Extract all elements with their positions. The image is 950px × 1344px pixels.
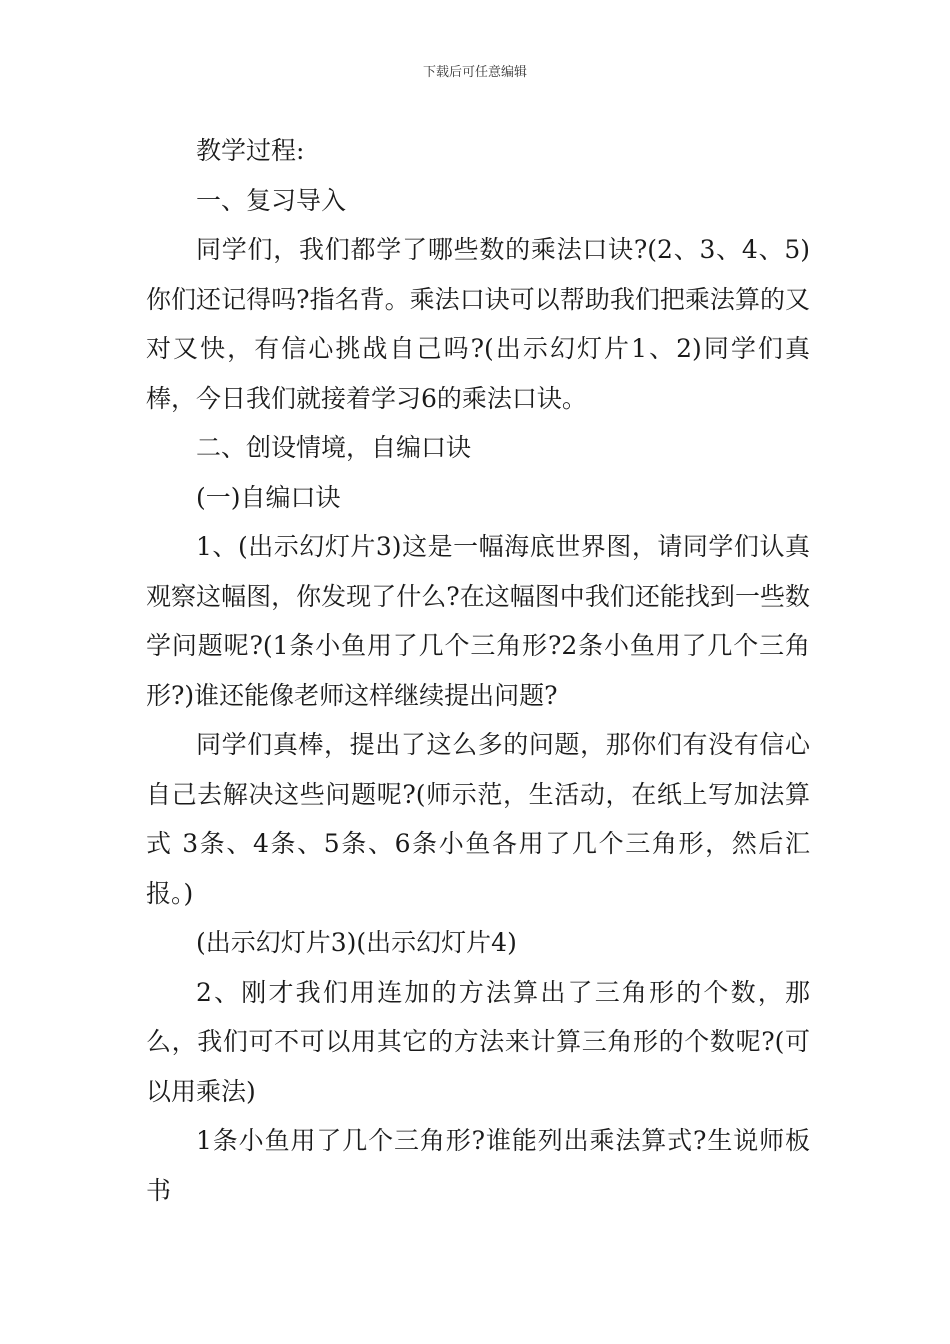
paragraph-review: 同学们，我们都学了哪些数的乘法口诀?(2、3、4、5)你们还记得吗?指名背。乘法口诀可以帮助我们把乘法算的又对又快，有信心挑战自己吗?(出示幻灯片1、2)同学们真棒，今日我们就接着学习6的乘法口诀。	[146, 235, 810, 413]
document-body	[146, 126, 810, 1215]
heading-self-compose: (一)自编口诀	[196, 482, 341, 512]
heading-create-scenario: 二、创设情境，自编口诀	[196, 433, 472, 462]
page-header: 下载后可任意编辑	[422, 65, 527, 80]
heading-review-intro: 一、复习导入	[196, 185, 347, 215]
paragraph-slides-3-4: (出示幻灯片3)(出示幻灯片4)	[196, 928, 517, 957]
paragraph-solve-problems: 同学们真棒，提出了这么多的问题，那你们有没有信心自己去解决这些问题呢?(师示范，生活动，在纸上写加法算式 3条、4条、5条、6条小鱼各用了几个三角形，然后汇报。)	[146, 730, 810, 908]
paragraph-slide-3: 1、(出示幻灯片3)这是一幅海底世界图，请同学们认真观察这幅图，你发现了什么?在这幅图中我们还能找到一些数学问题呢?(1条小鱼用了几个三角形?2条小鱼用了几个三角形?)谁还能像老师这样继续提出问题?	[146, 532, 810, 710]
paragraph-multiplication: 2、刚才我们用连加的方法算出了三角形的个数，那么，我们可不可以用其它的方法来计算三角形的个数呢?(可以用乘法)	[146, 977, 810, 1106]
paragraph-board-writing: 1条小鱼用了几个三角形?谁能列出乘法算式?生说师板书	[146, 1126, 810, 1205]
paragraph-teaching-process: 教学过程:	[196, 136, 305, 165]
